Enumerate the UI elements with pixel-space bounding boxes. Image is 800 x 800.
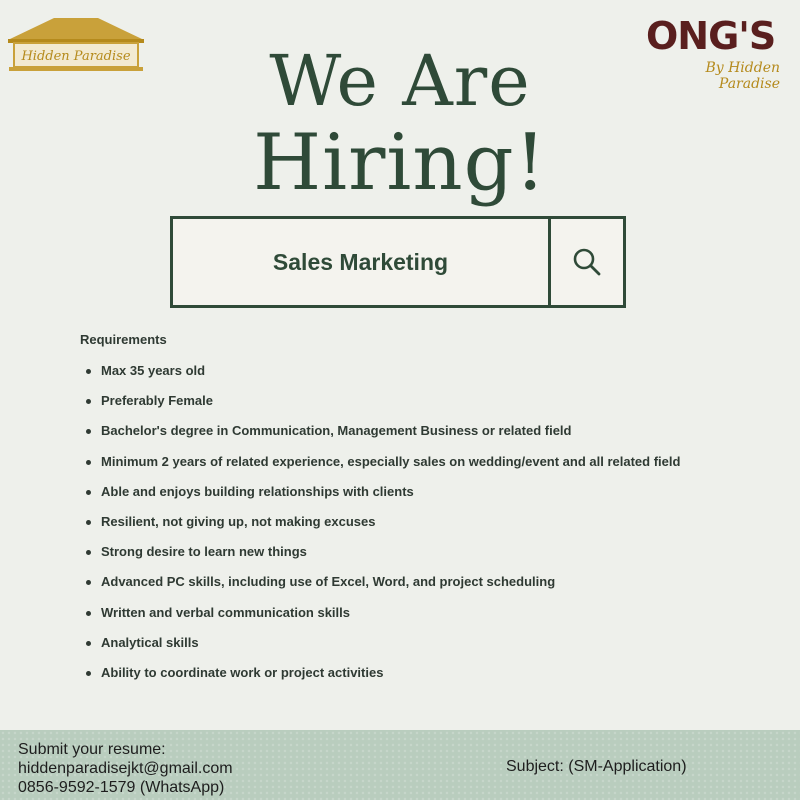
requirement-item: Preferably Female (101, 392, 680, 422)
submit-resume-label: Submit your resume: (18, 741, 166, 758)
requirement-item: Max 35 years old (101, 362, 680, 392)
requirement-item: Strong desire to learn new things (101, 543, 680, 573)
ongs-brand-tagline: By Hidden Paradise (705, 60, 780, 92)
email-subject: Subject: (SM-Application) (506, 758, 687, 775)
contact-phone[interactable]: 0856-9592-1579 (WhatsApp) (18, 779, 225, 796)
job-search-field[interactable] (173, 219, 551, 305)
requirement-item: Analytical skills (101, 634, 680, 664)
requirement-item: Minimum 2 years of related experience, especially sales on wedding/event and all related field (101, 453, 680, 483)
requirements-list (101, 362, 680, 694)
requirement-item: Written and verbal communication skills (101, 604, 680, 634)
contact-info (18, 740, 233, 797)
headline-line-1: We Are (269, 40, 531, 122)
job-title-text: Sales Marketing (272, 248, 449, 275)
requirement-item: Bachelor's degree in Communication, Management Business or related field (101, 422, 680, 452)
requirement-item: Ability to coordinate work or project activities (101, 664, 680, 694)
headline-line-2: Hiring! (253, 118, 547, 208)
job-search-box (170, 216, 626, 308)
requirement-item: Advanced PC skills, including use of Excel, Word, and project scheduling (101, 573, 680, 603)
contact-email[interactable]: hiddenparadisejkt@gmail.com (18, 760, 233, 777)
requirements-title: Requirements (80, 332, 167, 347)
hidden-paradise-logo-text: Hidden Paradise (21, 49, 131, 64)
search-icon (572, 247, 602, 277)
requirement-item: Resilient, not giving up, not making excuses (101, 513, 680, 543)
ongs-brand-name: ONG'S (646, 14, 776, 58)
requirement-item: Able and enjoys building relationships with clients (101, 483, 680, 513)
search-button[interactable] (551, 219, 623, 305)
contact-footer (0, 730, 800, 800)
